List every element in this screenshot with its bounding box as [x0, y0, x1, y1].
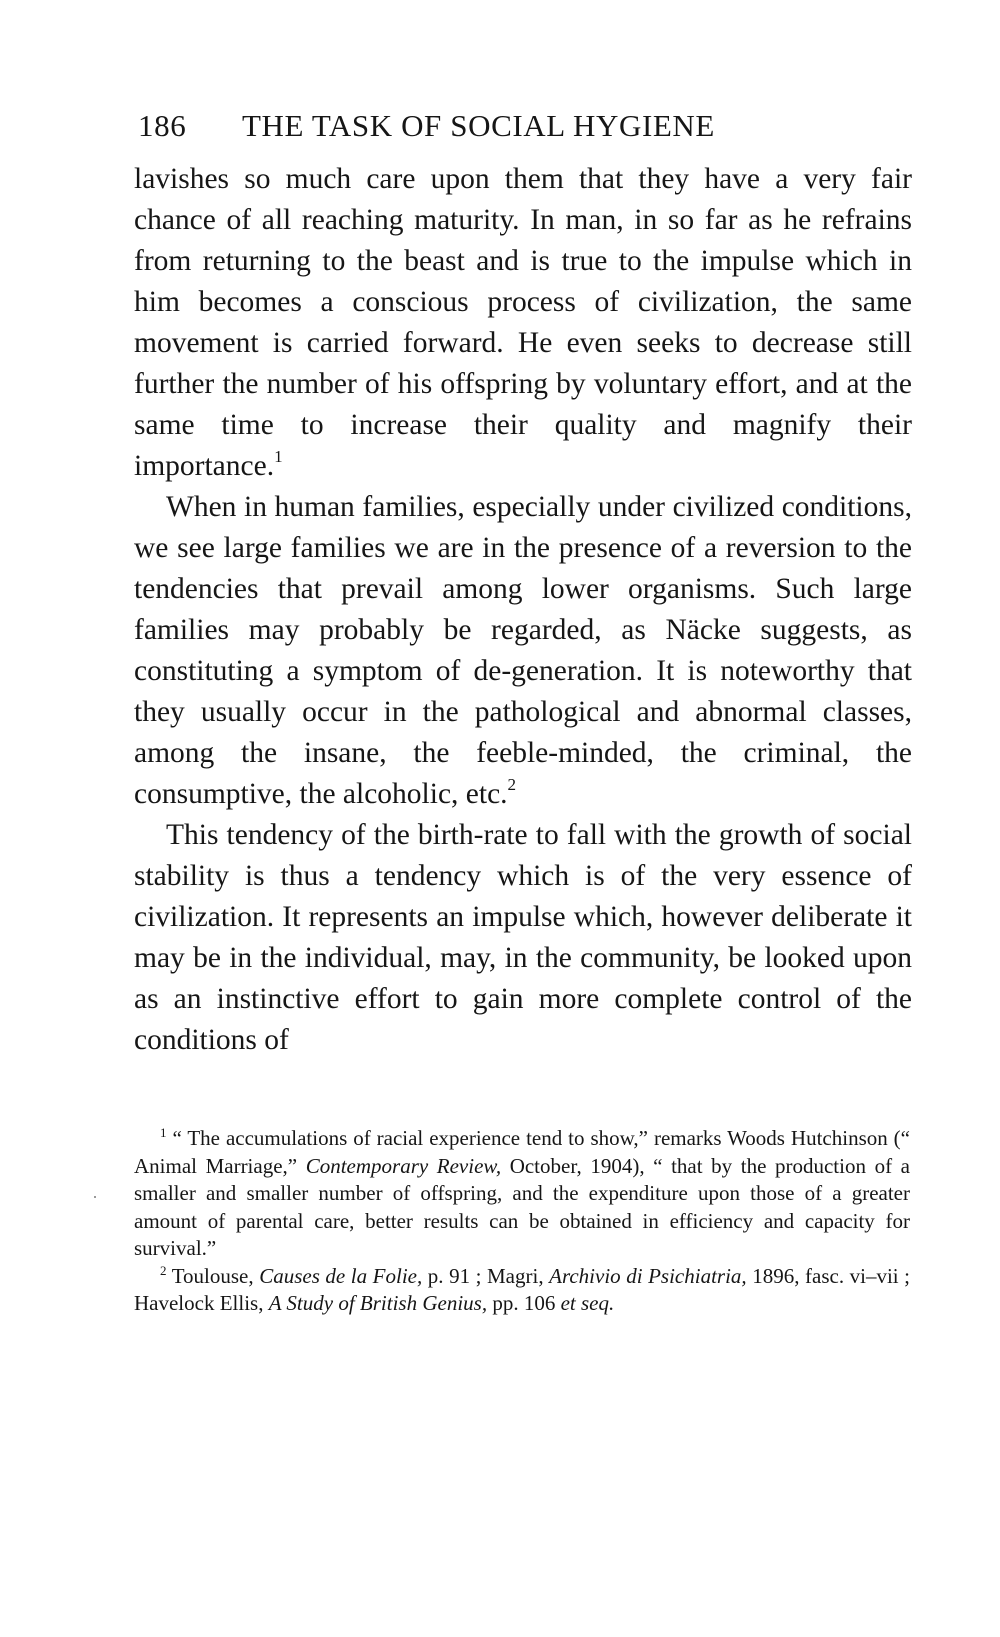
page-number: 186 — [138, 108, 187, 143]
footnote-text: pp. 106 — [487, 1291, 561, 1315]
paragraph-text: lavishes so much care upon them that they have a very fair chance of all reaching maturity. In man, in so far as he refrains from returning to the beast and is true to the impulse which in him becomes a conscious process of civilization, the same movement is carried forward. He even seeks to decrease still further the number of his offspring by voluntary effort, and at the same time to increase their quality and magnify their importance. — [134, 163, 912, 482]
footnote-text: p. 91 ; Magri, — [422, 1263, 550, 1288]
footnote-italic: Archivio di Psichiatria, — [549, 1263, 747, 1288]
footnotes — [134, 1125, 910, 1318]
footnote-reference[interactable]: 2 — [507, 775, 517, 795]
footnote-text: October, 1904), “ that by the production of a smaller and smaller number of offspring, and the expenditure upon those of a greater amount of parental care, better results can be obtained in efficiency and capacity for survival.” — [134, 1153, 910, 1260]
footnote-1 — [134, 1125, 910, 1263]
footnote-text: Toulouse, — [171, 1263, 260, 1288]
paragraph — [134, 815, 912, 1061]
footnote-italic: Contemporary Review, — [305, 1153, 502, 1178]
footnote-italic: A Study of British Genius, — [268, 1291, 488, 1315]
running-header — [138, 96, 918, 156]
footnote-italic: et seq. — [560, 1291, 615, 1315]
paragraph — [134, 159, 912, 487]
footnote-marker: 1 — [160, 1125, 167, 1141]
footnote-italic: Causes de la Folie, — [259, 1263, 423, 1288]
paragraph — [134, 487, 912, 815]
paragraph-text: This tendency of the birth-rate to fall with the growth of social stability is thus a tendency which is of the very essence of civilization. It represents an impulse which, however deliberate it may be in the individual, may, in the community, be looked upon as an instinctive effort to gain more complete control of the conditions of — [134, 819, 912, 1056]
footnote-text: “ The accumulations of racial experience tend to show,” remarks Woods Hutchinson (“ Animal Marriage,” — [134, 1126, 910, 1178]
footnote-2 — [134, 1263, 910, 1318]
print-speck — [94, 1196, 96, 1198]
footnote-marker: 2 — [160, 1262, 167, 1278]
footnote-text: 1896, fasc. vi–vii ; Havelock Ellis, — [134, 1263, 911, 1315]
footnote-reference[interactable]: 1 — [274, 447, 283, 467]
main-text — [134, 159, 912, 1061]
running-title: THE TASK OF SOCIAL HYGIENE — [242, 108, 715, 143]
paragraph-text: When in human families, especially under civilized conditions, we see large families we are in the presence of a reversion to the tendencies that prevail among lower organisms. Such large families may probably be regarded, as Näcke suggests, as constituting a symptom of de-generation. It is noteworthy that they usually occur in the pathological and abnormal classes, among the insane, the feeble-minded, the criminal, the consumptive, the alcoholic, etc. — [134, 491, 912, 810]
